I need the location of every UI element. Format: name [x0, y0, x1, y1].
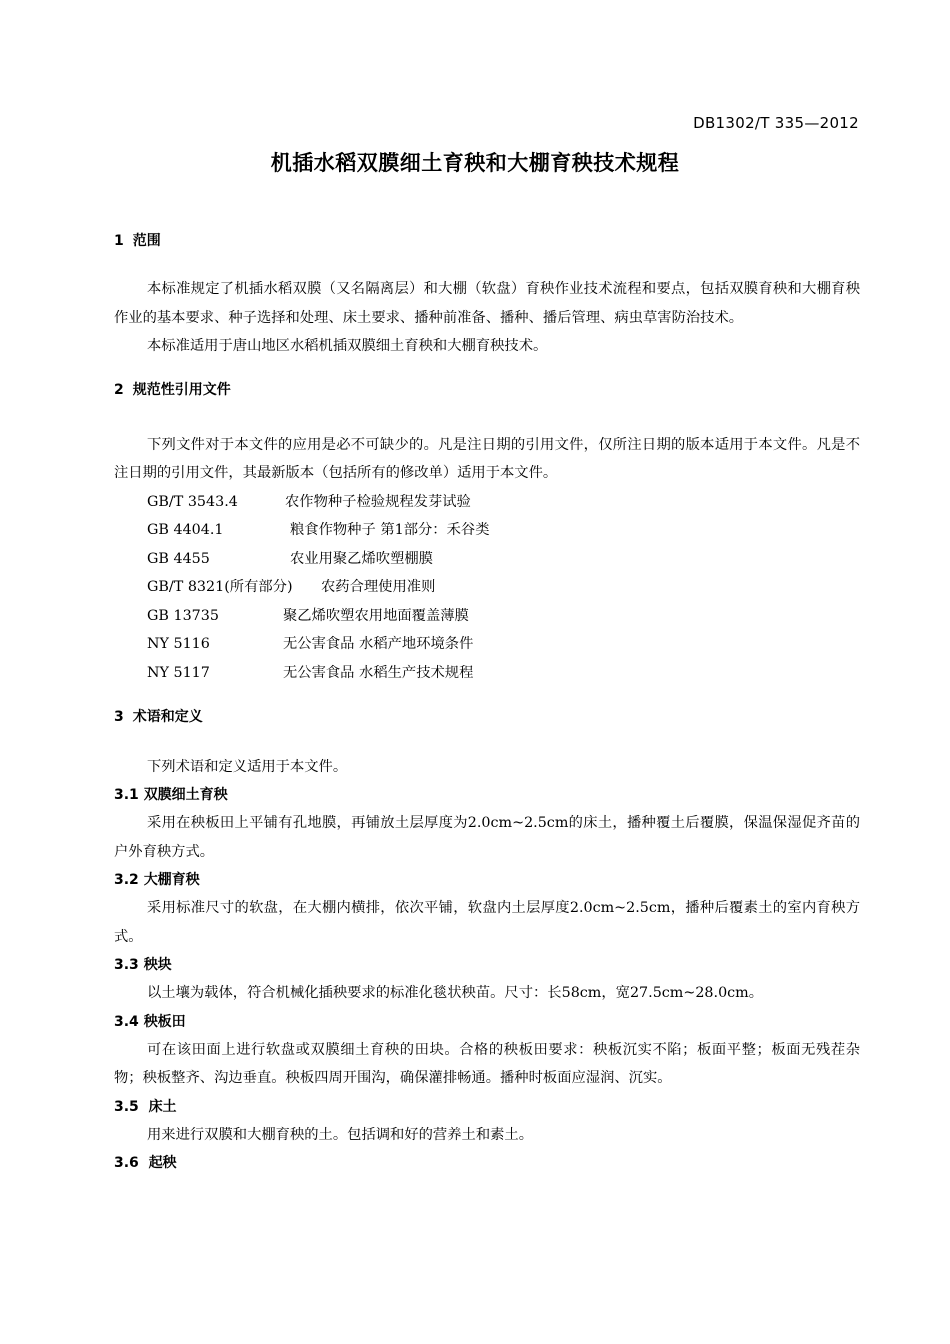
document-code: DB1302/T 335—2012 — [693, 114, 859, 132]
term-heading — [114, 866, 860, 894]
term-title: 秧块 — [143, 957, 172, 974]
reference-code: GB/T 8321(所有部分) — [147, 579, 293, 596]
term-title: 起秧 — [148, 1155, 177, 1172]
term-number: 3.3 — [114, 957, 139, 974]
reference-row — [114, 602, 860, 631]
scope-paragraph-2: 本标准适用于唐山地区水稻机插双膜细土育秧和大棚育秧技术。 — [147, 338, 548, 354]
section-heading-terms — [114, 705, 860, 729]
term-number: 3.4 — [114, 1013, 139, 1030]
reference-code: GB/T 3543.4 — [147, 493, 238, 510]
term-definition: 以土壤为载体，符合机械化插秧要求的标准化毯状秧苗。尺寸：长58cm，宽27.5cm~28.0cm。 — [147, 985, 764, 1002]
term-heading — [114, 1008, 860, 1036]
term-number: 3.5 — [114, 1098, 139, 1115]
term-definition: 可在该田面上进行软盘或双膜细土育秧的田块。合格的秧板田要求：秧板沉实不陷；板面平整；板面无残茬杂物；秧板整齐、沟边垂直。秧板四周开围沟，确保灌排畅通。播种时板面应湿润、沉实。 — [114, 1041, 860, 1087]
term-definition: 采用在秧板田上平铺有孔地膜，再铺放土层厚度为2.0cm~2.5cm的床土，播种覆土后覆膜，保温保湿促齐苗的户外育秧方式。 — [114, 815, 860, 860]
section-title: 规范性引用文件 — [132, 381, 231, 398]
term-definition: 采用标准尺寸的软盘，在大棚内横排，依次平铺，软盘内土层厚度2.0cm~2.5cm，播种后覆素土的室内育秧方式。 — [114, 900, 860, 945]
term-number: 3.1 — [114, 787, 139, 804]
section-title: 术语和定义 — [132, 708, 203, 725]
reference-code: GB 13735 — [147, 607, 219, 624]
document-title: 机插水稻双膜细土育秧和大棚育秧技术规程 — [270, 151, 680, 175]
term-title: 床土 — [148, 1098, 177, 1115]
terms-intro: 下列术语和定义适用于本文件。 — [147, 758, 348, 775]
section-heading-scope — [114, 229, 860, 253]
reference-title: 无公害食品 水稻生产技术规程 — [283, 665, 474, 682]
references-intro: 下列文件对于本文件的应用是必不可缺少的。凡是注日期的引用文件，仅所注日期的版本适用于本文件。凡是不注日期的引用文件，其最新版本（包括所有的修改单）适用于本文件。 — [114, 436, 860, 481]
section-title: 范围 — [132, 233, 161, 249]
document-body — [114, 229, 860, 1177]
term-definition: 用来进行双膜和大棚育秧的土。包括调和好的营养土和素土。 — [147, 1126, 534, 1143]
reference-title: 聚乙烯吹塑农用地面覆盖薄膜 — [283, 607, 469, 624]
section-number: 1 — [114, 233, 124, 249]
reference-row — [114, 659, 860, 688]
reference-code: GB 4404.1 — [147, 522, 224, 539]
section-heading-normative-references — [114, 378, 860, 402]
reference-code: GB 4455 — [147, 550, 210, 567]
term-heading — [114, 1149, 860, 1177]
reference-row — [114, 545, 860, 574]
section-number: 2 — [114, 381, 124, 398]
reference-title: 农药合理使用准则 — [321, 579, 436, 596]
reference-title: 农业用聚乙烯吹塑棚膜 — [290, 550, 433, 567]
term-number: 3.2 — [114, 872, 139, 889]
term-heading — [114, 1093, 860, 1121]
scope-paragraph-1: 本标准规定了机插水稻双膜（又名隔离层）和大棚（软盘）育秧作业技术流程和要点，包括双膜育秧和大棚育秧作业的基本要求、种子选择和处理、床土要求、播种前准备、播种、播后管理、病虫草害防治技术。 — [114, 281, 860, 326]
section-number: 3 — [114, 708, 124, 725]
reference-row — [114, 488, 860, 517]
reference-title: 农作物种子检验规程发芽试验 — [285, 493, 471, 510]
term-title: 秧板田 — [143, 1013, 186, 1030]
reference-code: NY 5116 — [147, 636, 210, 653]
reference-code: NY 5117 — [147, 665, 210, 682]
reference-row — [114, 573, 860, 602]
term-heading — [114, 951, 860, 979]
term-title: 双膜细土育秧 — [143, 787, 228, 804]
reference-title: 粮食作物种子 第1部分：禾谷类 — [290, 522, 490, 539]
term-number: 3.6 — [114, 1155, 139, 1172]
reference-title: 无公害食品 水稻产地环境条件 — [283, 636, 474, 653]
reference-row — [114, 630, 860, 659]
term-title: 大棚育秧 — [143, 872, 200, 889]
reference-row — [114, 516, 860, 545]
term-heading — [114, 781, 860, 809]
